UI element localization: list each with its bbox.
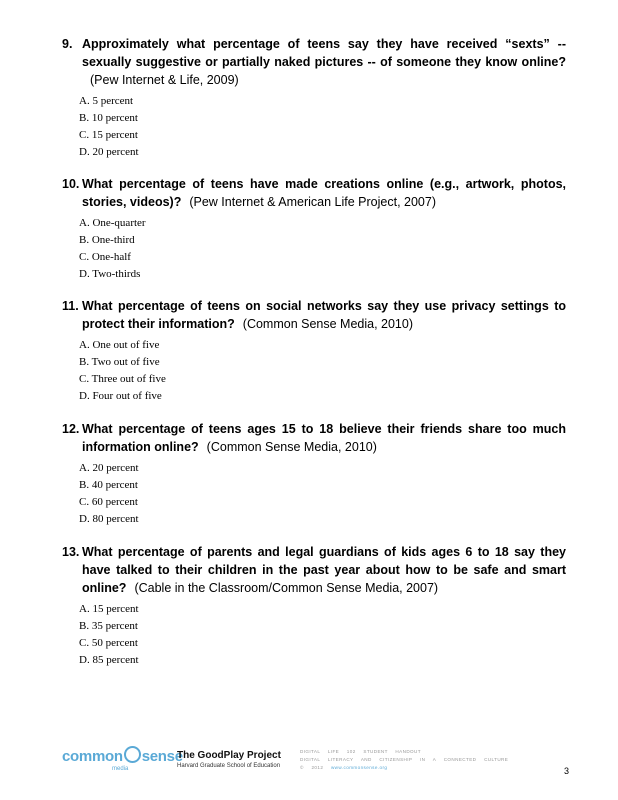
question-text: Approximately what percentage of teens say they have received “sexts” -- sexually suggestive or partially naked pictures -- of someone they know online?	[82, 37, 566, 69]
question-number: 12.	[62, 422, 80, 436]
question-number: 9.	[62, 37, 73, 51]
copyright-text: © 2012	[300, 765, 324, 770]
answer-option: D. 85 percent	[79, 654, 139, 666]
answer-option: B. One-third	[79, 234, 135, 246]
question-body	[82, 420, 566, 456]
common-sense-logo	[62, 746, 183, 765]
footer-line-series: DIGITAL LITERACY AND CITIZENSHIP IN A CONNECTED CULTURE	[300, 757, 509, 762]
answer-option: C. One-half	[79, 251, 131, 263]
answer-option: D. 80 percent	[79, 513, 139, 525]
answer-options	[79, 601, 566, 669]
answer-option: A. 20 percent	[79, 462, 139, 474]
question-number: 10.	[62, 177, 80, 191]
goodplay-logo: The GoodPlay Project	[177, 750, 281, 761]
question-source: (Pew Internet & Life, 2009)	[90, 73, 239, 87]
question-9	[62, 35, 566, 161]
question-body	[82, 543, 566, 597]
question-heading	[62, 175, 566, 211]
answer-option: A. One out of five	[79, 339, 160, 351]
logo-ring-icon	[124, 746, 141, 763]
question-heading	[62, 420, 566, 456]
question-heading	[62, 297, 566, 333]
goodplay-subtitle: Harvard Graduate School of Education	[177, 763, 281, 769]
answer-option: D. Four out of five	[79, 390, 162, 402]
answer-options	[79, 460, 566, 528]
logo-common-text: common	[62, 748, 123, 765]
footer-line-handout: DIGITAL LIFE 102 STUDENT HANDOUT	[300, 749, 421, 754]
answer-option: B. 10 percent	[79, 112, 138, 124]
answer-option: A. One-quarter	[79, 217, 146, 229]
question-12	[62, 420, 566, 528]
question-text: What percentage of teens on social networks say they use privacy settings to protect their information?	[82, 299, 566, 331]
question-source: (Pew Internet & American Life Project, 2007)	[189, 195, 436, 209]
logo-media-text: media	[112, 766, 129, 772]
answer-option: B. 40 percent	[79, 479, 138, 491]
question-source: (Common Sense Media, 2010)	[206, 440, 377, 454]
question-text: What percentage of teens ages 15 to 18 believe their friends share too much information online?	[82, 422, 566, 454]
answer-option: A. 5 percent	[79, 95, 134, 107]
question-body	[82, 175, 566, 211]
answer-option: D. Two-thirds	[79, 268, 141, 280]
question-13	[62, 543, 566, 669]
question-heading	[62, 543, 566, 597]
answer-option: D. 20 percent	[79, 146, 139, 158]
answer-option: C. 60 percent	[79, 496, 138, 508]
website-link[interactable]: www.commonsense.org	[330, 765, 388, 770]
question-number: 13.	[62, 545, 80, 559]
question-source: (Cable in the Classroom/Common Sense Media, 2007)	[134, 581, 439, 595]
question-text: What percentage of parents and legal guardians of kids ages 6 to 18 say they have talked to their children in the past year about how to be safe and smart online?	[82, 545, 566, 595]
question-10	[62, 175, 566, 283]
question-number: 11.	[62, 299, 79, 313]
answer-option: A. 15 percent	[79, 603, 139, 615]
question-body	[82, 297, 566, 333]
answer-option: C. 50 percent	[79, 637, 138, 649]
question-body	[82, 35, 566, 89]
answer-options	[79, 93, 566, 161]
question-heading	[62, 35, 566, 89]
page-footer	[62, 744, 572, 784]
answer-option: B. Two out of five	[79, 356, 160, 368]
footer-credits	[300, 748, 510, 772]
logo-sense-text: sense	[141, 748, 183, 765]
question-source: (Common Sense Media, 2010)	[242, 317, 414, 331]
answer-options	[79, 337, 566, 405]
answer-option: C. 15 percent	[79, 129, 138, 141]
question-text: What percentage of teens have made creations online (e.g., artwork, photos, stories, videos)?	[82, 177, 566, 209]
answer-option: C. Three out of five	[79, 373, 166, 385]
footer-line-copyright	[300, 764, 510, 772]
answer-options	[79, 215, 566, 283]
page-number: 3	[564, 766, 570, 776]
answer-option: B. 35 percent	[79, 620, 138, 632]
question-11	[62, 297, 566, 405]
